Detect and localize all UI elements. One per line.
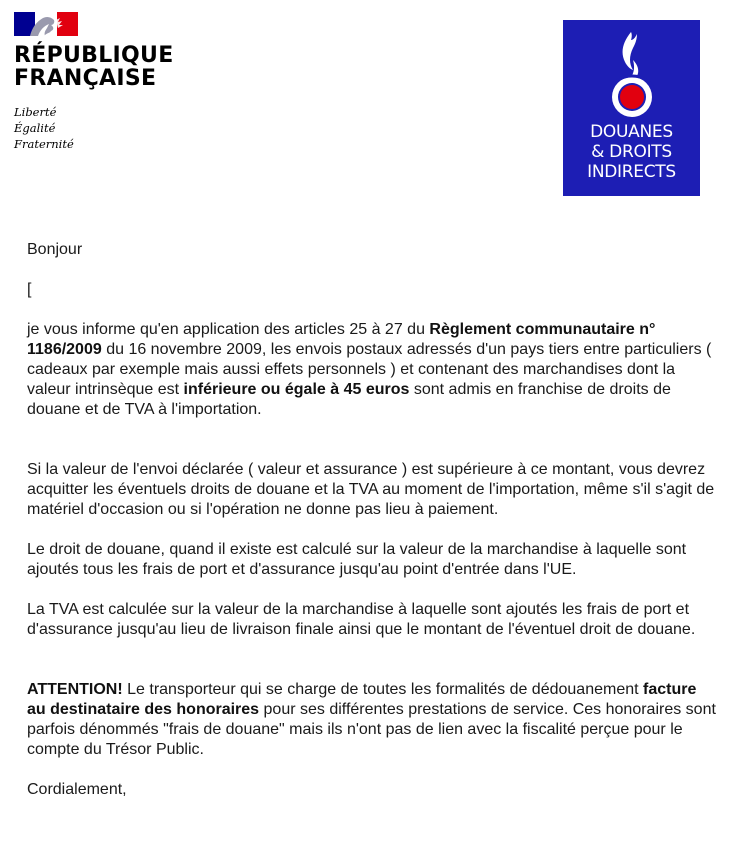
motto-fraternite: Fraternité [14, 137, 74, 151]
letter-body [27, 240, 717, 800]
bracket-mark: [ [27, 281, 32, 298]
paragraph-franchise-text-1: je vous informe qu'en application des articles 25 à 27 du [27, 321, 430, 338]
paragraph-attention [27, 680, 717, 760]
closing: Cordialement, [27, 781, 127, 798]
marianne-flag-icon [14, 12, 78, 36]
paragraph-franchise [27, 320, 717, 420]
douanes-line-2: & DROITS [591, 142, 672, 162]
republic-motto [14, 104, 74, 152]
douanes-line-3: INDIRECTS [587, 162, 676, 182]
paragraph-customs-duty: Le droit de douane, quand il existe est calculé sur la valeur de la marchandise à laquelle sont ajoutés tous les frais de port et d'assurance jusqu'au point d'entrée dans l'UE. [27, 541, 687, 578]
paragraph-above-threshold: Si la valeur de l'envoi déclarée ( valeur et assurance ) est supérieure à ce montant, vous devrez acquitter les éventuels droits de douane et la TVA au moment de l'importation, même s'il s'agit de matériel d'occasion ou si l'opération ne donne pas lieu à paiement. [27, 461, 715, 518]
attention-label: ATTENTION! [27, 681, 123, 698]
douanes-logo-text [563, 122, 700, 182]
motto-egalite: Égalité [14, 121, 56, 135]
paragraph-franchise-text-2: du 16 novembre 2009, les envois postaux adressés d'un pays tiers entre particuliers ( cadeaux par exemple mais aussi effets personnels ) et contenant des marchandises dont la valeur intrinsèque est [27, 341, 712, 398]
flame-emblem-icon [563, 20, 700, 120]
republic-line-2: FRANÇAISE [14, 66, 157, 91]
douanes-line-1: DOUANES [590, 122, 673, 142]
paragraph-attention-text-2: pour ses différentes prestations de service. Ces honoraires sont parfois dénommés "frais de douane" mais ils n'ont pas de lien avec la fiscalité perçue pour le compte du Trésor Public. [27, 701, 716, 758]
motto-liberte: Liberté [14, 105, 57, 119]
republique-francaise-title [14, 44, 174, 90]
threshold-amount: inférieure ou égale à 45 euros [183, 381, 410, 398]
paragraph-attention-text-1: Le transporteur qui se charge de toutes les formalités de dédouanement [122, 681, 644, 698]
paragraph-franchise-text-3: sont admis en franchise de droits de douane et de TVA à l'importation. [27, 381, 671, 418]
republic-line-1: RÉPUBLIQUE [14, 43, 174, 68]
greeting: Bonjour [27, 241, 83, 258]
regulation-reference: Règlement communautaire n° 1186/2009 [27, 321, 656, 358]
douanes-logo [563, 20, 700, 196]
carrier-fees-notice: facture au destinataire des honoraires [27, 681, 697, 718]
paragraph-vat: La TVA est calculée sur la valeur de la marchandise à laquelle sont ajoutés les frais de port et d'assurance jusqu'au lieu de livraison finale ainsi que le montant de l'éventuel droit de douane. [27, 601, 696, 638]
